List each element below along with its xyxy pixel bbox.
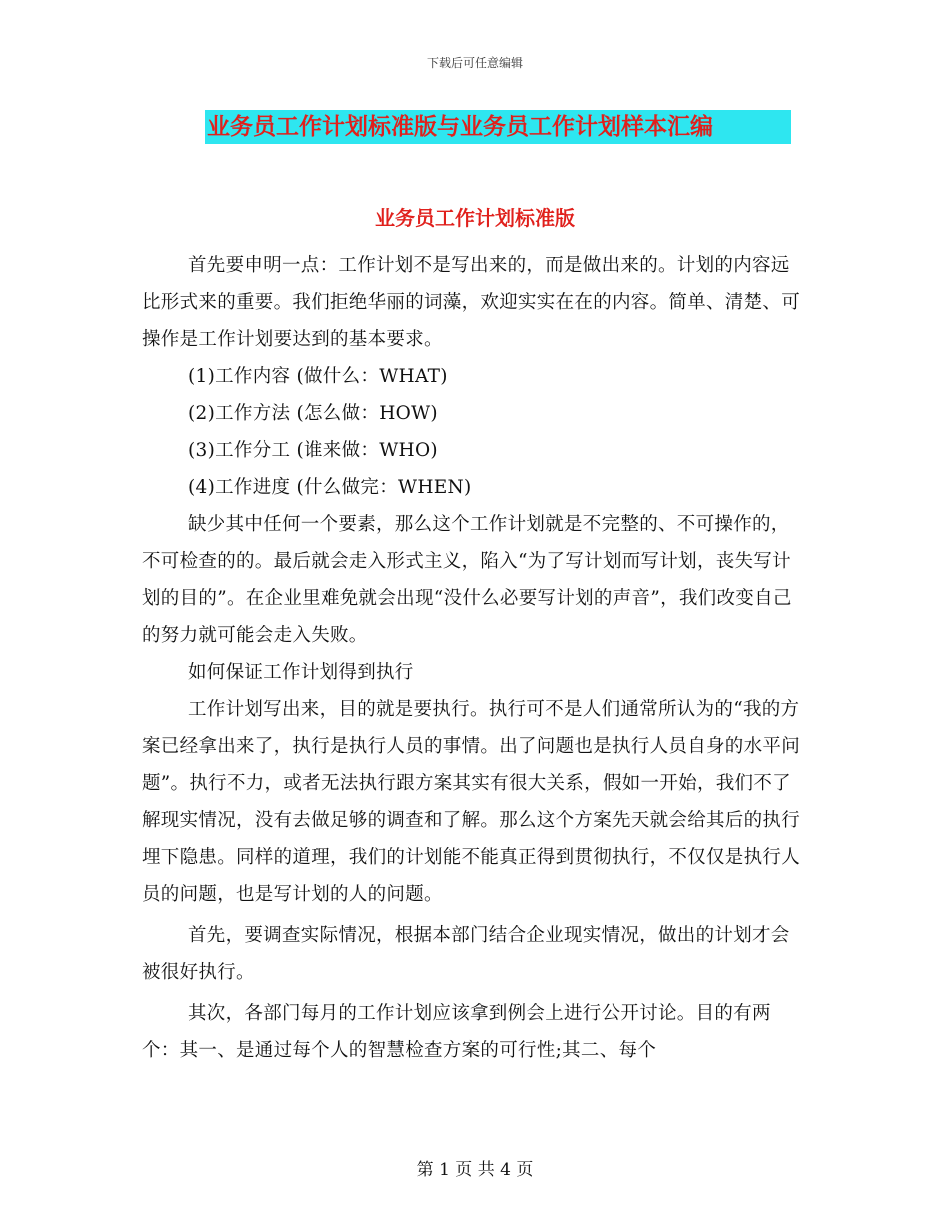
page-footer: 第 1 页 共 4 页 — [416, 1160, 534, 1180]
header-note: 下载后可任意编辑 — [426, 56, 523, 70]
paragraph-intro: 首先要申明一点：工作计划不是写出来的，而是做出来的。计划的内容远比形式来的重要。我们拒绝华丽的词藻，欢迎实实在在的内容。简单、清楚、可操作是工作计划要达到的基本要求。 — [142, 255, 801, 350]
paragraph-heading-execution: 如何保证工作计划得到执行 — [188, 662, 414, 683]
paragraph-first: 首先，要调查实际情况，根据本部门结合企业现实情况，做出的计划才会被很好执行。 — [142, 925, 790, 983]
list-item-content: (1)工作内容 (做什么：WHAT) — [188, 366, 448, 387]
paragraph-missing-elements: 缺少其中任何一个要素，那么这个工作计划就是不完整的、不可操作的，不可检查的的。最后就会走入形式主义，陷入“为了写计划而写计划，丧失写计划的目的”。在企业里难免就会出现“没什么必要写计划的声音”，我们改变自己的努力就可能会走入失败。 — [142, 514, 792, 646]
section-title: 业务员工作计划标准版 — [375, 206, 575, 230]
list-item-division: (3)工作分工 (谁来做：WHO) — [188, 440, 438, 461]
paragraph-second: 其次，各部门每月的工作计划应该拿到例会上进行公开讨论。目的有两个：其一、是通过每个人的智慧检查方案的可行性;其二、每个 — [142, 1003, 771, 1061]
main-title: 业务员工作计划标准版与业务员工作计划样本汇编 — [205, 110, 791, 144]
list-item-progress: (4)工作进度 (什么做完：WHEN) — [188, 477, 472, 498]
document-body — [142, 247, 804, 1069]
list-item-method: (2)工作方法 (怎么做：HOW) — [188, 403, 438, 424]
paragraph-execution: 工作计划写出来，目的就是要执行。执行可不是人们通常所认为的“我的方案已经拿出来了，执行是执行人员的事情。出了问题也是执行人员自身的水平问题”。执行不力，或者无法执行跟方案其实有很大关系，假如一开始，我们不了解现实情况，没有去做足够的调查和了解。那么这个方案先天就会给其后的执行埋下隐患。同样的道理，我们的计划能不能真正得到贯彻执行，不仅仅是执行人员的问题，也是写计划的人的问题。 — [142, 699, 801, 905]
